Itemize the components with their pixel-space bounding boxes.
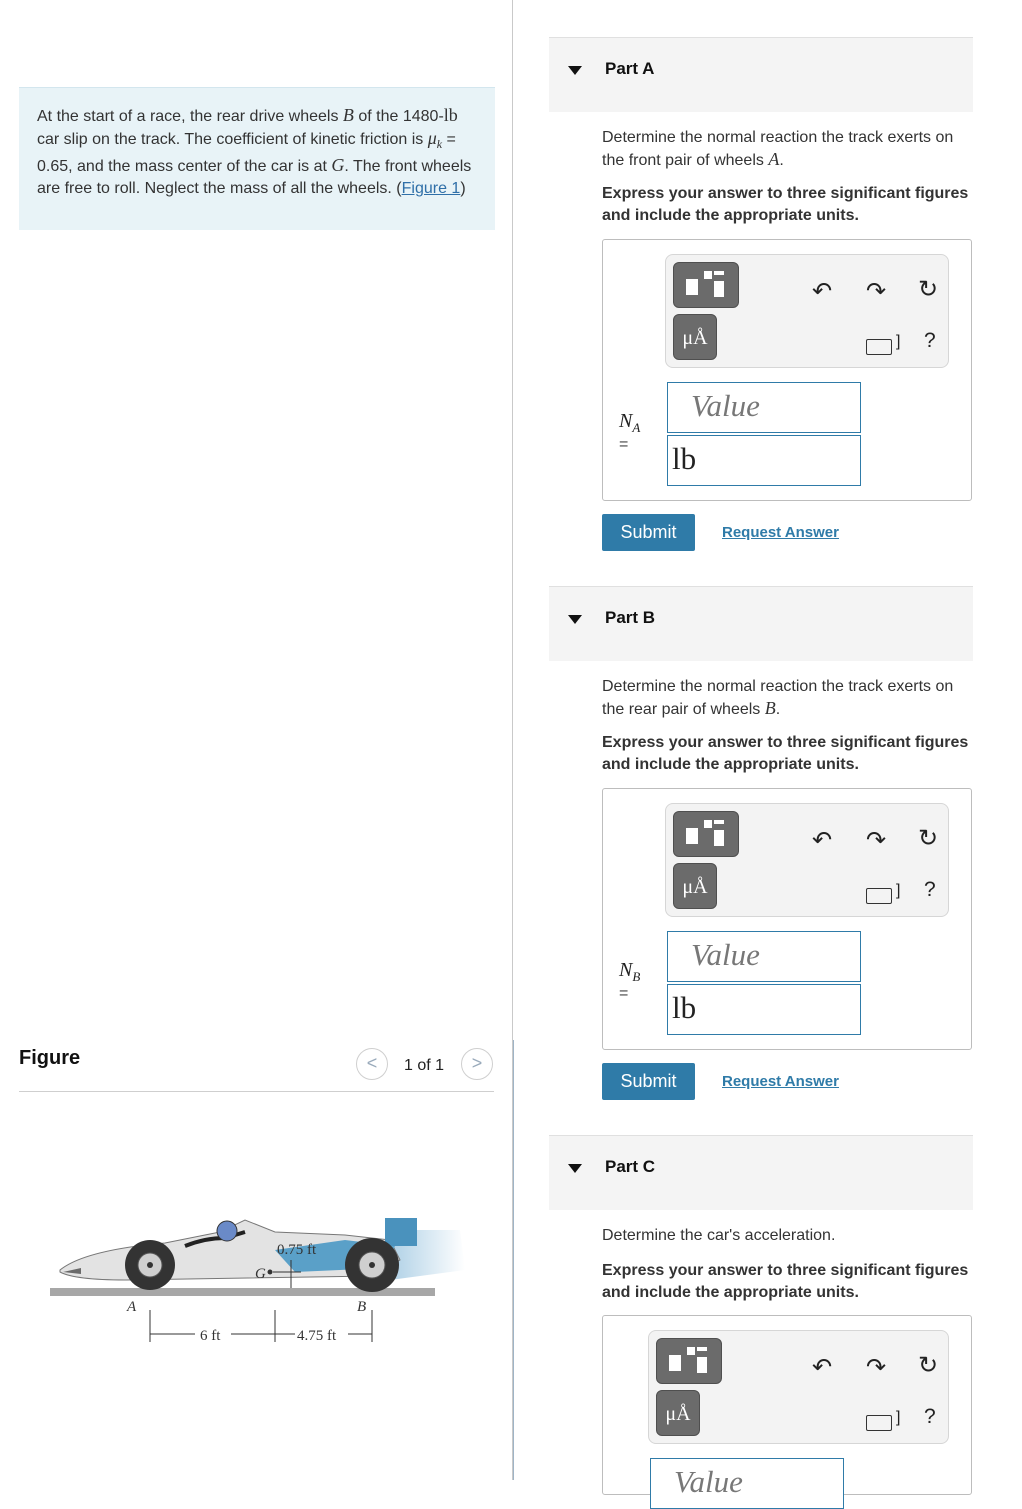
collapse-triangle-icon[interactable]: [568, 1164, 582, 1173]
value-input[interactable]: Value: [667, 382, 861, 433]
mass-center-dot: [268, 1270, 273, 1275]
value-input[interactable]: Value: [650, 1458, 844, 1509]
part-c-header[interactable]: [549, 1135, 973, 1210]
math-toolbar: [665, 254, 949, 368]
undo-icon[interactable]: ↶: [811, 1354, 833, 1381]
figure-link[interactable]: Figure 1: [401, 179, 461, 197]
symbol-G: G: [331, 155, 345, 176]
question-symbol: A: [768, 148, 780, 169]
var-subscript: B: [632, 969, 641, 984]
dim-front: 6 ft: [200, 1328, 221, 1344]
race-car-figure: [45, 1210, 465, 1350]
keyboard-icon[interactable]: [866, 1415, 892, 1431]
question-text: Determine the normal reaction the track exerts on the rear pair of wheels: [602, 678, 954, 718]
redo-icon[interactable]: ↷: [865, 827, 887, 854]
part-c-instruction: Express your answer to three significant figures and include the appropriate units.: [602, 1262, 969, 1301]
undo-icon[interactable]: ↶: [811, 827, 833, 854]
units-input[interactable]: lb: [667, 435, 861, 486]
problem-text: ): [460, 179, 466, 197]
problem-text: = 0.65, and the mass center of the car is at: [37, 130, 456, 176]
label-G: G: [255, 1266, 266, 1282]
templates-icon: [674, 263, 738, 307]
figure-title: Figure: [19, 1047, 81, 1069]
part-a-title: Part A: [605, 59, 655, 78]
units-button[interactable]: μÅ: [673, 314, 717, 360]
question-text: Determine the normal reaction the track exerts on the front pair of wheels: [602, 129, 954, 169]
help-icon[interactable]: ?: [924, 878, 936, 901]
column-divider-accent: [513, 1040, 514, 1480]
part-c-title: Part C: [605, 1157, 656, 1176]
reset-icon[interactable]: ↻: [917, 1352, 939, 1379]
collapse-triangle-icon[interactable]: [568, 615, 582, 624]
var-subscript: A: [632, 420, 641, 435]
var-symbol: N: [619, 410, 633, 432]
previous-figure-button[interactable]: <: [356, 1048, 388, 1080]
variable-label: [619, 410, 640, 436]
part-b-header[interactable]: [549, 586, 973, 661]
symbol-mu: μ: [427, 127, 437, 148]
keyboard-bracket: ]: [896, 882, 901, 899]
part-b-instruction: Express your answer to three significant figures and include the appropriate units.: [602, 734, 969, 773]
problem-text: of the 1480-: [353, 108, 444, 125]
request-answer-link[interactable]: Request Answer: [722, 1073, 839, 1090]
question-symbol: B: [764, 697, 776, 718]
request-answer-link[interactable]: Request Answer: [722, 524, 839, 541]
symbol-B: B: [342, 105, 354, 125]
equals-sign: =: [619, 436, 629, 453]
templates-button[interactable]: [656, 1338, 722, 1384]
front-wheel-axle: [147, 1262, 153, 1268]
part-a-header[interactable]: [549, 37, 973, 112]
label-A: A: [127, 1299, 137, 1315]
keyboard-bracket: ]: [896, 333, 901, 350]
keyboard-icon[interactable]: [866, 888, 892, 904]
figure-divider: [19, 1091, 494, 1092]
undo-icon[interactable]: ↶: [811, 278, 833, 305]
units-button[interactable]: μÅ: [656, 1390, 700, 1436]
part-c-answer-box: [602, 1315, 972, 1499]
symbol-mu-sub: k: [436, 136, 443, 151]
variable-label: [619, 959, 640, 985]
templates-button[interactable]: [673, 811, 739, 857]
part-b-question: [602, 676, 972, 720]
part-b-title: Part B: [605, 608, 656, 627]
keyboard-icon[interactable]: [866, 339, 892, 355]
submit-button[interactable]: Submit: [602, 1063, 695, 1100]
templates-icon: [674, 812, 738, 856]
part-a-instruction: Express your answer to three significant figures and include the appropriate units.: [602, 185, 969, 224]
redo-icon[interactable]: ↷: [865, 278, 887, 305]
part-b-answer-box: [602, 788, 972, 1050]
figure-pager-text: 1 of 1: [404, 1057, 445, 1074]
part-c-question: Determine the car's acceleration.: [602, 1227, 836, 1244]
label-B: B: [357, 1299, 367, 1315]
unit-lb: lb: [443, 105, 458, 125]
templates-icon: [657, 1339, 721, 1383]
keyboard-bracket: ]: [896, 1409, 901, 1426]
equals-sign: =: [619, 985, 629, 1002]
redo-icon[interactable]: ↷: [865, 1354, 887, 1381]
units-input[interactable]: lb: [667, 984, 861, 1035]
problem-statement: [19, 87, 495, 230]
question-text-end: .: [779, 151, 784, 169]
helmet: [217, 1221, 237, 1241]
var-symbol: N: [619, 959, 633, 981]
part-a-question: [602, 127, 972, 171]
math-toolbar: [665, 803, 949, 917]
question-text-end: .: [775, 700, 781, 718]
problem-text: . The front wheels are free to roll. Neglect the mass of all the wheels. (: [37, 158, 472, 197]
next-figure-button[interactable]: >: [461, 1048, 493, 1080]
problem-text: At the start of a race, the rear drive wheels: [37, 108, 343, 125]
reset-icon[interactable]: ↻: [917, 825, 939, 852]
rear-wing: [385, 1218, 417, 1246]
dim-rear: 4.75 ft: [297, 1328, 337, 1344]
reset-icon[interactable]: ↻: [917, 276, 939, 303]
rear-wheel-axle: [369, 1262, 375, 1268]
templates-button[interactable]: [673, 262, 739, 308]
help-icon[interactable]: ?: [924, 1405, 936, 1428]
units-button[interactable]: μÅ: [673, 863, 717, 909]
dim-height: 0.75 ft: [277, 1242, 317, 1258]
collapse-triangle-icon[interactable]: [568, 66, 582, 75]
submit-button[interactable]: Submit: [602, 514, 695, 551]
help-icon[interactable]: ?: [924, 329, 936, 352]
part-a-answer-box: [602, 239, 972, 501]
math-toolbar: [648, 1330, 949, 1444]
problem-text: car slip on the track. The coefficient of kinetic friction is: [37, 130, 428, 148]
value-input[interactable]: Value: [667, 931, 861, 982]
